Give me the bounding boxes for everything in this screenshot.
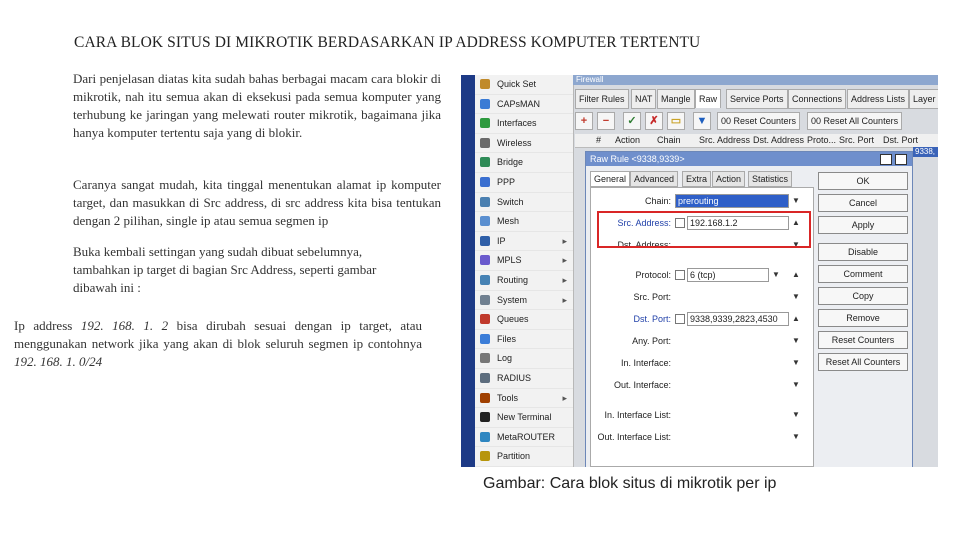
expand-arrow-icon[interactable]: ▼ [792,358,800,367]
collapse-arrow-icon[interactable]: ▲ [792,270,800,279]
menu-item-label: Quick Set [497,79,537,89]
slide-title: CARA BLOK SITUS DI MIKROTIK BERDASARKAN IP ADDRESS KOMPUTER TERTENTU [74,34,701,51]
src-address-input[interactable]: 192.168.1.2 [687,216,789,230]
firewall-window-title: Firewall [573,75,938,85]
raw-rule-title: Raw Rule <9338,9339> [590,154,685,164]
menu-item[interactable] [475,330,573,350]
collapse-arrow-icon[interactable]: ▲ [792,314,800,323]
out-interface-list-row [591,430,813,444]
menu-item-label: MPLS [497,255,522,266]
menu-item[interactable] [475,134,573,154]
submenu-arrow-icon: ▸ [562,255,567,266]
menu-item[interactable] [475,75,573,95]
column-header[interactable]: Dst. Port [883,135,919,145]
menu-item[interactable] [475,212,573,232]
winbox-side-strip [461,75,475,467]
column-header[interactable]: Action [615,135,641,145]
tab-general[interactable]: General [590,171,630,187]
menu-item[interactable] [475,408,573,428]
tab-nat[interactable]: NAT [631,89,656,109]
menu-icon [480,157,490,167]
filter-icon[interactable]: ▼ [693,112,711,130]
dst-port-input[interactable]: 9338,9339,2823,4530 [687,312,789,326]
menu-icon [480,393,490,403]
winbox-menu [475,75,574,467]
protocol-select[interactable]: 6 (tcp) [687,268,769,282]
selected-row-value: 9338, [913,147,938,157]
any-port-row [591,334,813,348]
menu-item[interactable] [475,310,573,330]
menu-item-label: Log [497,353,513,364]
tab-statistics[interactable]: Statistics [748,171,792,187]
menu-icon [480,99,490,109]
menu-item[interactable] [475,447,573,467]
menu-item[interactable] [475,173,573,193]
menu-item[interactable] [475,114,573,134]
menu-icon [480,353,490,363]
menu-item-label: Routing [497,274,529,285]
ip-single-example: 192. 168. 1. 2 [80,318,169,333]
menu-item[interactable] [475,428,573,448]
menu-item-label: System [497,294,528,305]
protocol-row [591,268,813,282]
src-port-label: Src. Port: [633,292,671,302]
any-port-label: Any. Port: [632,336,671,346]
menu-item-label: PPP [497,176,516,187]
expand-arrow-icon[interactable]: ▼ [792,240,800,249]
menu-item[interactable] [475,95,573,115]
ip-segment-example: 192. 168. 1. 0/24 [14,354,103,369]
menu-item[interactable] [475,389,573,409]
paragraph-ip-note [14,317,422,371]
expand-arrow-icon[interactable]: ▼ [792,336,800,345]
menu-icon [480,197,490,207]
chain-select[interactable]: prerouting [675,194,789,208]
close-icon[interactable]: × [895,154,907,165]
menu-item-label: Wireless [497,137,532,148]
menu-item-label: Interfaces [497,118,537,129]
protocol-negate-checkbox[interactable] [675,270,685,280]
expand-arrow-icon[interactable]: ▼ [792,380,800,389]
menu-item-label: Mesh [497,216,520,227]
figure-caption: Gambar: Cara blok situs di mikrotik per ip [483,475,777,492]
tab-connections[interactable]: Connections [788,89,846,109]
cancel-button[interactable]: Cancel [818,194,908,212]
comment-icon[interactable]: ▭ [667,112,685,130]
comment-button[interactable]: Comment [818,265,908,283]
tab-filter-rules[interactable]: Filter Rules [575,89,629,109]
reset-all-counters-button[interactable] [807,112,902,130]
disable-button[interactable]: Disable [818,243,908,261]
menu-icon [480,314,490,324]
raw-rule-titlebar [586,152,912,166]
menu-icon [480,255,490,265]
disable-icon[interactable]: ✗ [645,112,663,130]
menu-item[interactable] [475,193,573,213]
mikrotik-screenshot [461,75,938,467]
counter-prefix: 00 [811,116,822,126]
reset-all-counters-dialog-button[interactable]: Reset All Counters [818,353,908,371]
in-interface-list-row [591,408,813,422]
menu-item-label: Partition [497,451,531,462]
menu-item[interactable] [475,251,573,271]
menu-item-label: RADIUS [497,372,532,383]
menu-icon [480,295,490,305]
submenu-arrow-icon: ▸ [562,274,567,285]
src-address-highlight-box [597,211,811,248]
chain-label: Chain: [644,196,671,206]
menu-icon [480,216,490,226]
tab-mangle[interactable]: Mangle [657,89,695,109]
dst-port-row [591,312,813,326]
column-header[interactable]: # [596,135,602,145]
menu-icon [480,373,490,383]
menu-item[interactable] [475,271,573,291]
menu-icon [480,275,490,285]
dropdown-arrow-icon[interactable]: ▼ [772,270,780,279]
menu-item[interactable] [475,291,573,311]
reset-counters-label: Reset Counters [733,116,797,126]
submenu-arrow-icon: ▸ [562,392,567,403]
protocol-label: Protocol: [635,270,671,280]
expand-arrow-icon[interactable]: ▼ [792,292,800,301]
ip-note-text-2: bisa dirubah sesuai dengan ip target, atau menggunakan network jika yang akan di blok seluruh segmen ip contohnya [14,318,423,351]
tab-extra[interactable]: Extra [682,171,711,187]
column-header[interactable]: Src. Address [699,135,751,145]
raw-rule-window [585,151,913,467]
submenu-arrow-icon: ▸ [562,294,567,305]
menu-item-label: Files [497,333,517,344]
menu-icon [480,432,490,442]
menu-icon [480,118,490,128]
src-address-label: Src. Address: [617,218,671,228]
menu-icon [480,177,490,187]
in-interface-label: In. Interface: [620,358,671,368]
add-icon[interactable]: + [575,112,593,130]
dropdown-arrow-icon[interactable]: ▼ [792,196,800,205]
remove-icon[interactable]: − [597,112,615,130]
dst-port-label: Dst. Port: [633,314,671,324]
menu-icon [480,138,490,148]
tab-address-lists[interactable]: Address Lists [847,89,909,109]
menu-icon [480,334,490,344]
menu-item-label: Bridge [497,157,524,168]
menu-item[interactable] [475,153,573,173]
menu-item-label: Tools [497,392,519,403]
column-header[interactable]: Src. Port [839,135,875,145]
out-interface-label: Out. Interface: [613,380,671,390]
column-header[interactable]: Dst. Address [753,135,805,145]
paragraph-intro: Dari penjelasan diatas kita sudah bahas berbagai macam cara blokir di mikrotik, nah itu semua akan di eksekusi pada semua komputer yang terhubung ke jaringan yang melewati router mikrotik, bagaimana jika hanya komputer tertentu saja yang di blokir. [73,71,441,140]
dst-address-label: Dst. Address: [617,240,671,250]
rules-table-header [575,134,938,148]
in-interface-row [591,356,813,370]
tab-service-ports[interactable]: Service Ports [726,89,788,109]
expand-arrow-icon[interactable]: ▼ [792,410,800,419]
menu-icon [480,236,490,246]
reset-counters-button[interactable] [717,112,800,130]
tab-action[interactable]: Action [712,171,745,187]
menu-item-label: Queues [497,314,529,325]
menu-item-label: Switch [497,196,524,207]
counter-prefix: 00 [721,116,732,126]
tab-layer[interactable]: Layer [909,89,938,109]
dst-port-negate-checkbox[interactable] [675,314,685,324]
menu-item[interactable] [475,232,573,252]
menu-item[interactable] [475,349,573,369]
tab-raw[interactable]: Raw [695,89,721,108]
menu-item-label: MetaROUTER [497,431,556,442]
firewall-toolbar [575,111,938,131]
src-port-row [591,290,813,304]
menu-icon [480,451,490,461]
out-interface-list-label: Out. Interface List: [597,432,671,442]
menu-item-label: CAPsMAN [497,98,541,109]
out-interface-row [591,378,813,392]
submenu-arrow-icon: ▸ [562,235,567,246]
apply-button[interactable]: Apply [818,216,908,234]
in-interface-list-label: In. Interface List: [604,410,671,420]
menu-item[interactable] [475,369,573,389]
menu-icon [480,412,490,422]
copy-button[interactable]: Copy [818,287,908,305]
column-header[interactable]: Chain [657,135,681,145]
maximize-icon[interactable] [880,154,892,165]
expand-arrow-icon[interactable]: ▼ [792,432,800,441]
remove-button[interactable]: Remove [818,309,908,327]
ok-button[interactable]: OK [818,172,908,190]
menu-item-label: IP [497,235,506,246]
tab-advanced[interactable]: Advanced [630,171,678,187]
enable-icon[interactable]: ✓ [623,112,641,130]
paragraph-method: Caranya sangat mudah, kita tinggal menentukan alamat ip komputer target, dan masukkan di Src address, di src address kita bisa tentukan dengan 2 pilihan, single ip atau semua segmen ip [73,177,441,228]
reset-all-counters-label: Reset All Counters [823,116,899,126]
paragraph-instruction: Buka kembali settingan yang sudah dibuat sebelumnya, tambahkan ip target di bagian Src Address, seperti gambar dibawah ini : [73,244,377,295]
reset-counters-dialog-button[interactable]: Reset Counters [818,331,908,349]
column-header[interactable]: Proto... [807,135,837,145]
collapse-arrow-icon[interactable]: ▲ [792,218,800,227]
ip-note-text-1: Ip address [14,318,81,333]
menu-icon [480,79,490,89]
menu-item-label: New Terminal [497,412,552,423]
chain-row [591,194,813,208]
